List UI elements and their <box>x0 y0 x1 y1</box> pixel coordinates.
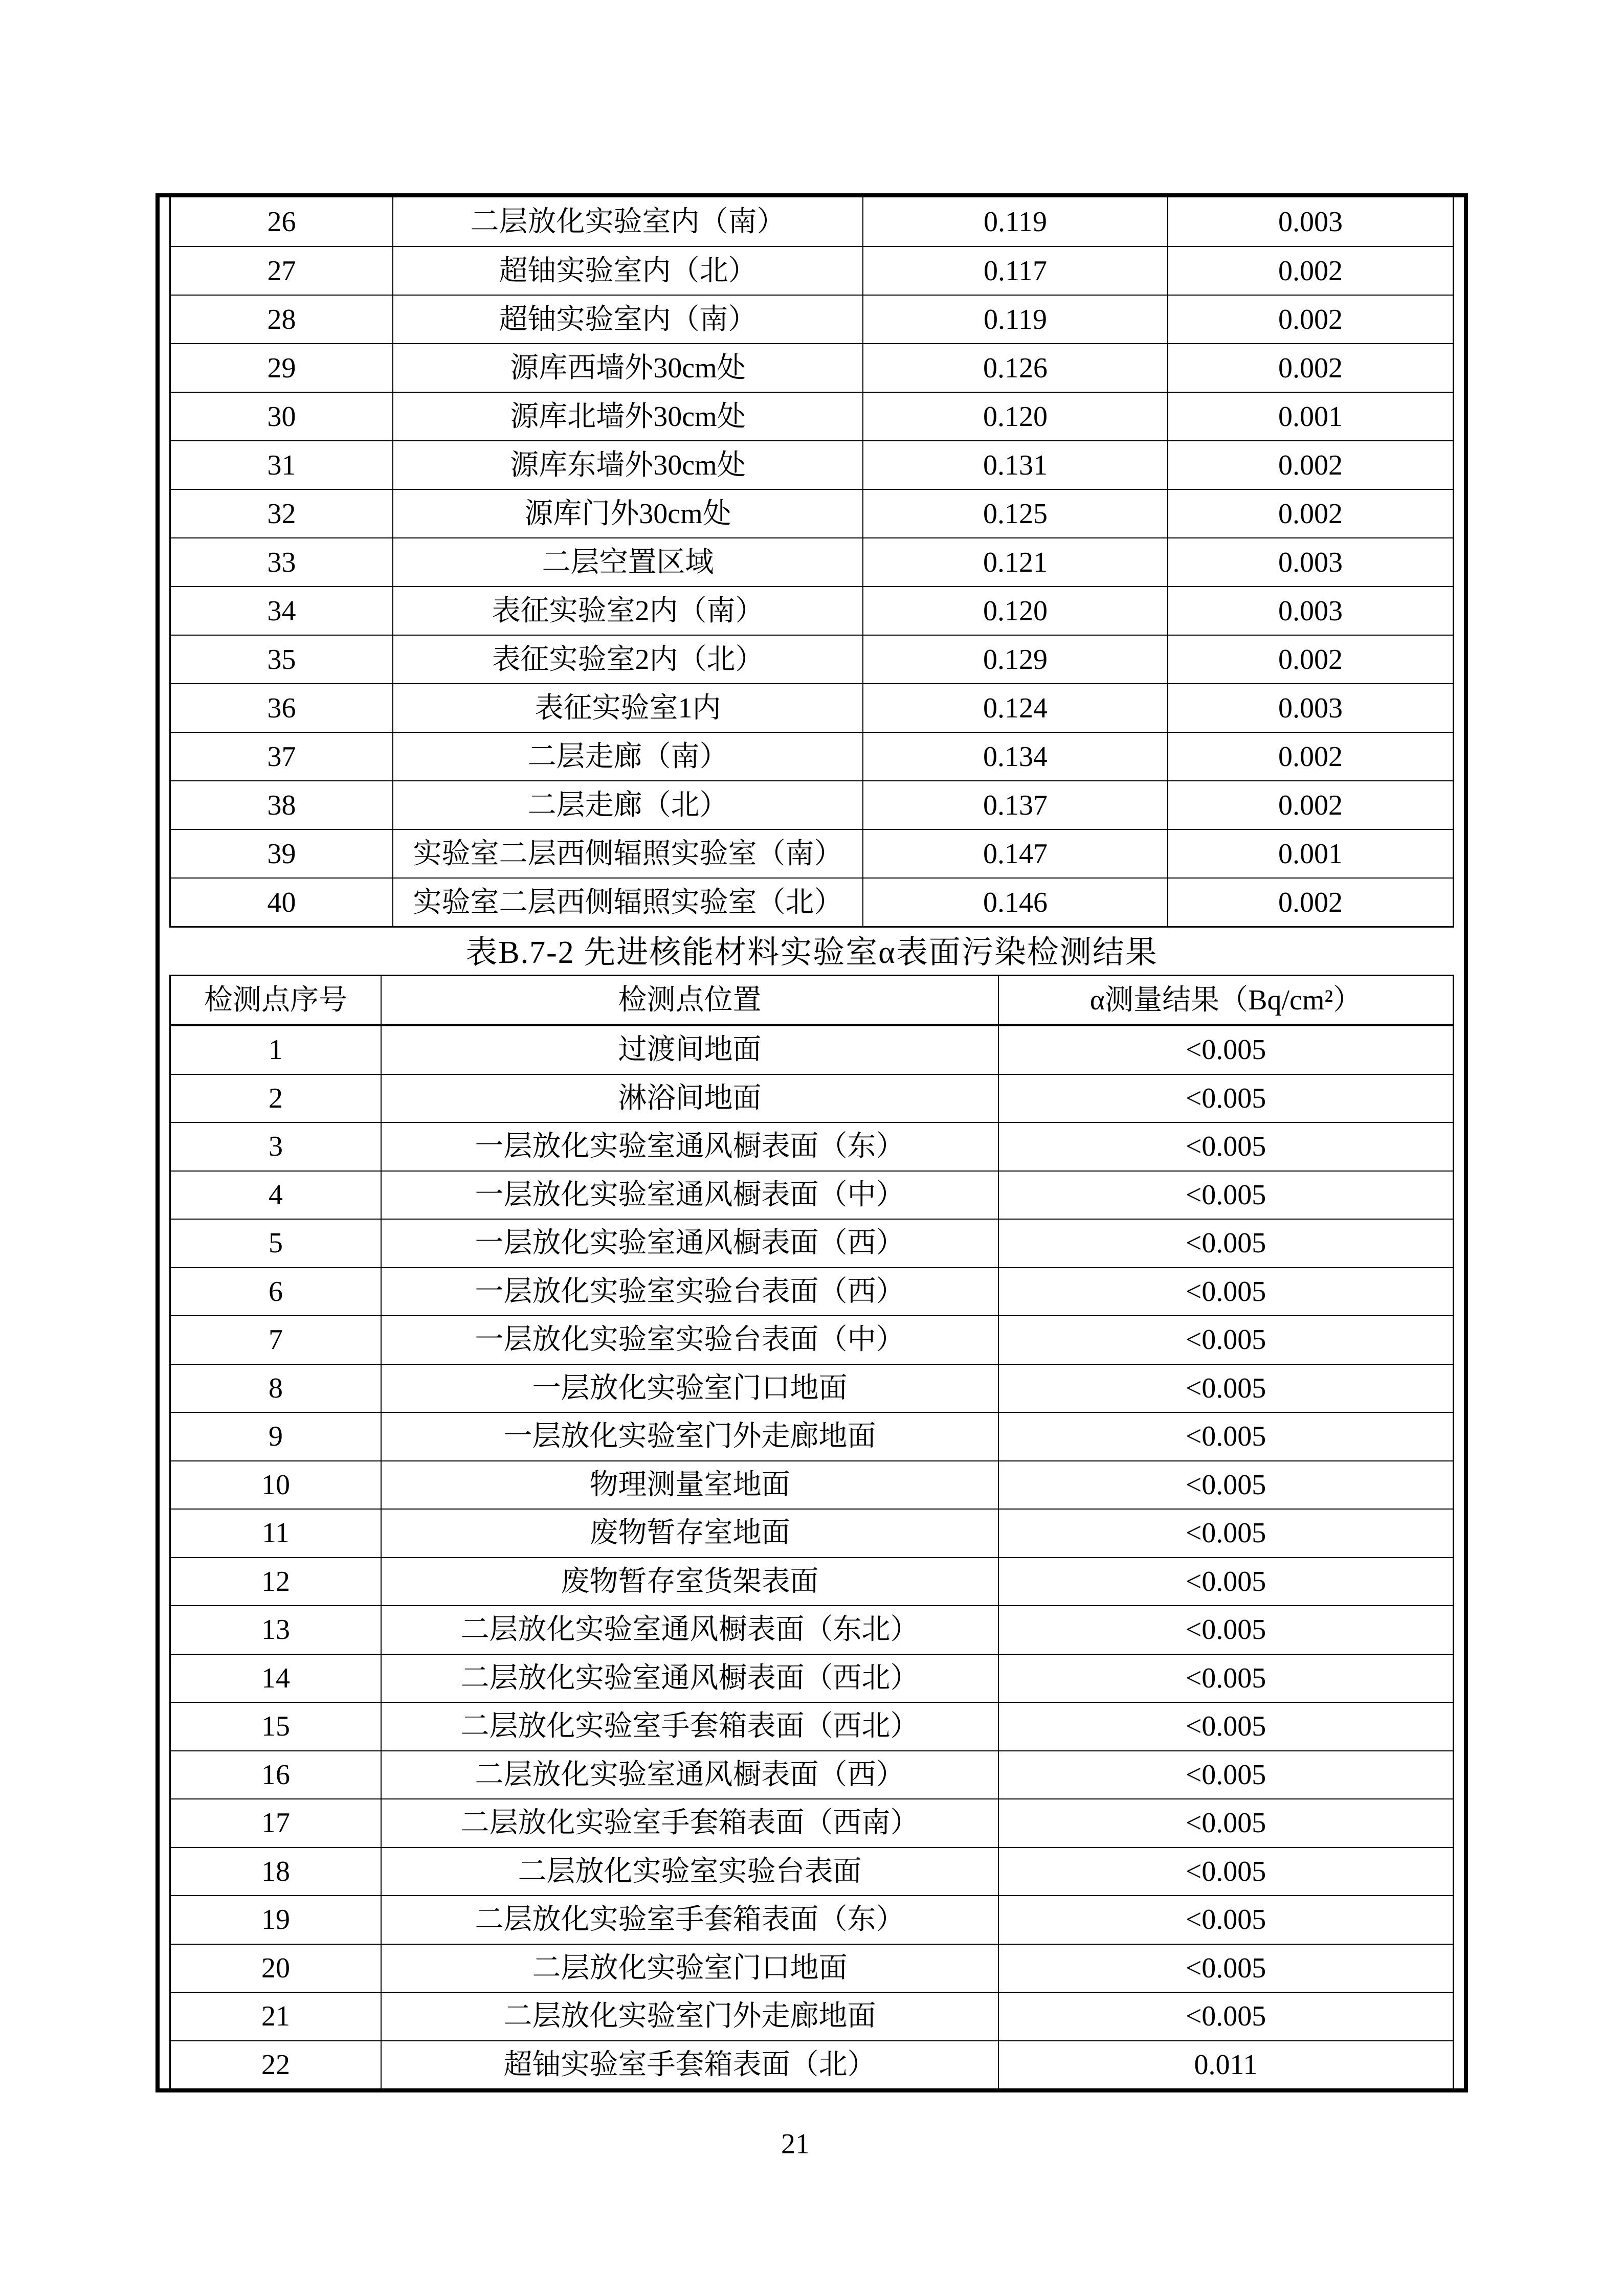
seq-cell: 15 <box>171 1702 382 1750</box>
seq-cell: 10 <box>171 1460 382 1509</box>
result-cell: <0.005 <box>999 1025 1453 1074</box>
location-cell: 一层放化实验室实验台表面（中） <box>382 1315 999 1364</box>
location-cell: 一层放化实验室门外走廊地面 <box>382 1412 999 1460</box>
result-cell: <0.005 <box>999 1847 1453 1896</box>
seq-cell: 5 <box>171 1219 382 1267</box>
result-cell: <0.005 <box>999 1412 1453 1460</box>
table-row <box>171 1025 1453 1074</box>
uncertainty-cell: 0.003 <box>1278 206 1343 238</box>
location-cell: 二层放化实验室实验台表面 <box>382 1847 999 1896</box>
table-row <box>171 732 1453 780</box>
seq-cell: 35 <box>171 635 393 683</box>
result-cell: 0.117 <box>863 246 1168 295</box>
result-cell: <0.005 <box>999 1798 1453 1847</box>
result-cell: <0.005 <box>999 1267 1453 1316</box>
table-row <box>171 1122 1453 1170</box>
table-row <box>171 1702 1453 1750</box>
table-row <box>171 683 1453 732</box>
result-cell: <0.005 <box>999 1122 1453 1170</box>
location-cell: 一层放化实验室门口地面 <box>382 1364 999 1412</box>
table-row <box>171 1944 1453 1992</box>
seq-cell: 28 <box>171 295 393 343</box>
location-cell: 废物暂存室地面 <box>382 1509 999 1557</box>
seq-cell: 12 <box>171 1557 382 1606</box>
result-cell: 0.147 <box>863 829 1168 877</box>
table-row <box>171 246 1453 295</box>
table-row <box>171 392 1453 440</box>
table-header-row <box>171 976 1453 1025</box>
seq-cell: 37 <box>171 732 393 780</box>
seq-cell: 31 <box>171 440 393 489</box>
result-cell: 0.126 <box>863 343 1168 392</box>
seq-cell: 29 <box>171 343 393 392</box>
seq-cell: 21 <box>171 1992 382 2040</box>
location-cell: 表征实验室2内（南） <box>393 586 863 635</box>
seq-cell: 38 <box>171 780 393 829</box>
result-cell: <0.005 <box>999 1460 1453 1509</box>
location-cell: 二层放化实验室内（南） <box>393 197 863 246</box>
uncertainty-cell: 0.003 <box>1168 683 1453 732</box>
table-row <box>171 635 1453 683</box>
location-cell: 二层放化实验室门外走廊地面 <box>382 1992 999 2040</box>
gamma-dose-table <box>169 196 1454 928</box>
header-result: α测量结果（Bq/cm²） <box>999 976 1453 1025</box>
location-cell: 源库东墙外30cm处 <box>393 440 863 489</box>
location-cell: 源库门外30cm处 <box>393 489 863 537</box>
result-cell: 0.134 <box>863 732 1168 780</box>
seq-cell: 8 <box>171 1364 382 1412</box>
uncertainty-cell: 0.002 <box>1168 635 1453 683</box>
uncertainty-cell: 0.001 <box>1168 392 1453 440</box>
location-cell: 二层放化实验室手套箱表面（东） <box>382 1895 999 1944</box>
table-row <box>171 780 1453 829</box>
result-cell: <0.005 <box>999 1509 1453 1557</box>
table-row <box>171 1074 1453 1122</box>
table-row <box>171 1170 1453 1219</box>
location-cell: 二层放化实验室门口地面 <box>382 1944 999 1992</box>
table-row <box>171 1557 1453 1606</box>
table-row <box>171 1460 1453 1509</box>
seq-cell: 40 <box>171 877 393 926</box>
location-cell: 一层放化实验室通风橱表面（中） <box>382 1170 999 1219</box>
location-cell: 废物暂存室货架表面 <box>382 1557 999 1606</box>
alpha-contamination-table <box>169 975 1454 2090</box>
seq-cell: 17 <box>171 1798 382 1847</box>
result-cell: <0.005 <box>999 1992 1453 2040</box>
seq-cell: 39 <box>171 829 393 877</box>
result-cell: 0.119 <box>863 295 1168 343</box>
table-row <box>171 1267 1453 1316</box>
location-cell: 物理测量室地面 <box>382 1460 999 1509</box>
result-cell: 0.011 <box>999 2040 1453 2089</box>
seq-cell: 13 <box>171 1605 382 1654</box>
location-cell: 一层放化实验室通风橱表面（西） <box>382 1219 999 1267</box>
location-cell: 一层放化实验室通风橱表面（东） <box>382 1122 999 1170</box>
page-number: 21 <box>781 2128 810 2160</box>
uncertainty-cell: 0.002 <box>1168 440 1453 489</box>
location-cell: 表征实验室2内（北） <box>393 635 863 683</box>
seq-cell: 27 <box>171 246 393 295</box>
result-cell: <0.005 <box>999 1944 1453 1992</box>
seq-cell: 32 <box>171 489 393 537</box>
location-cell: 二层放化实验室通风橱表面（西） <box>382 1750 999 1799</box>
seq-cell: 16 <box>171 1750 382 1799</box>
seq-cell: 30 <box>171 392 393 440</box>
result-cell: 0.120 <box>863 392 1168 440</box>
seq-cell: 33 <box>171 537 393 586</box>
table-row <box>171 197 1453 246</box>
seq-cell: 6 <box>171 1267 382 1316</box>
location-cell: 二层放化实验室通风橱表面（西北） <box>382 1654 999 1702</box>
location-cell: 二层走廊（南） <box>393 732 863 780</box>
table-row <box>171 489 1453 537</box>
uncertainty-cell: 0.002 <box>1168 877 1453 926</box>
table-row <box>171 537 1453 586</box>
result-cell: 0.125 <box>863 489 1168 537</box>
result-cell: <0.005 <box>999 1605 1453 1654</box>
table-row <box>171 1798 1453 1847</box>
result-cell: <0.005 <box>999 1315 1453 1364</box>
table-title: 表B.7-2 先进核能材料实验室α表面污染检测结果 <box>465 935 1158 970</box>
uncertainty-cell: 0.002 <box>1168 246 1453 295</box>
result-cell: <0.005 <box>999 1557 1453 1606</box>
table-row <box>171 1412 1453 1460</box>
table-row <box>171 1895 1453 1944</box>
location-cell: 超铀实验室手套箱表面（北） <box>382 2040 999 2089</box>
result-cell: 0.119 <box>863 197 1168 246</box>
result-cell: 0.121 <box>863 537 1168 586</box>
table-row <box>171 586 1453 635</box>
result-cell: <0.005 <box>999 1074 1453 1122</box>
seq-cell: 1 <box>171 1025 382 1074</box>
location-cell: 二层空置区域 <box>393 537 863 586</box>
result-cell: <0.005 <box>999 1170 1453 1219</box>
header-location: 检测点位置 <box>382 976 999 1025</box>
seq-cell: 20 <box>171 1944 382 1992</box>
table-row <box>171 1992 1453 2040</box>
table-row <box>171 295 1453 343</box>
result-cell: 0.137 <box>863 780 1168 829</box>
uncertainty-cell: 0.002 <box>1168 489 1453 537</box>
table-row <box>171 1847 1453 1896</box>
seq-cell: 14 <box>171 1654 382 1702</box>
uncertainty-cell: 0.002 <box>1168 732 1453 780</box>
table-row <box>171 2040 1453 2089</box>
result-cell: <0.005 <box>999 1702 1453 1750</box>
location-cell: 源库西墙外30cm处 <box>393 343 863 392</box>
table-row <box>171 1750 1453 1799</box>
result-cell: 0.120 <box>863 586 1168 635</box>
result-cell: 0.131 <box>863 440 1168 489</box>
result-cell: 0.129 <box>863 635 1168 683</box>
uncertainty-cell: 0.002 <box>1168 343 1453 392</box>
seq-cell: 34 <box>171 586 393 635</box>
uncertainty-cell: 0.001 <box>1168 829 1453 877</box>
location-cell: 一层放化实验室实验台表面（西） <box>382 1267 999 1316</box>
uncertainty-cell: 0.002 <box>1168 295 1453 343</box>
location-cell: 源库北墙外30cm处 <box>393 392 863 440</box>
location-cell: 实验室二层西侧辐照实验室（北） <box>393 877 863 926</box>
seq-cell: 7 <box>171 1315 382 1364</box>
table-row <box>171 1605 1453 1654</box>
seq-cell: 9 <box>171 1412 382 1460</box>
table-row <box>171 1654 1453 1702</box>
location-cell: 二层放化实验室手套箱表面（西北） <box>382 1702 999 1750</box>
location-cell: 二层走廊（北） <box>393 780 863 829</box>
table-row <box>171 343 1453 392</box>
location-cell: 表征实验室1内 <box>393 683 863 732</box>
result-cell: <0.005 <box>999 1750 1453 1799</box>
seq-cell: 18 <box>171 1847 382 1896</box>
table-row <box>171 877 1453 926</box>
seq-cell: 19 <box>171 1895 382 1944</box>
seq-cell: 4 <box>171 1170 382 1219</box>
location-cell: 过渡间地面 <box>382 1025 999 1074</box>
seq-cell: 26 <box>171 197 393 246</box>
table-row <box>171 1315 1453 1364</box>
table-row <box>171 1364 1453 1412</box>
seq-cell: 2 <box>171 1074 382 1122</box>
location-cell: 超铀实验室内（北） <box>393 246 863 295</box>
seq-cell: 11 <box>171 1509 382 1557</box>
result-cell: 0.146 <box>863 877 1168 926</box>
table-row <box>171 440 1453 489</box>
seq-cell: 22 <box>171 2040 382 2089</box>
result-cell: 0.124 <box>863 683 1168 732</box>
location-cell: 二层放化实验室手套箱表面（西南） <box>382 1798 999 1847</box>
location-cell: 实验室二层西侧辐照实验室（南） <box>393 829 863 877</box>
location-cell: 淋浴间地面 <box>382 1074 999 1122</box>
seq-cell: 36 <box>171 683 393 732</box>
result-cell: <0.005 <box>999 1895 1453 1944</box>
table-row <box>171 1219 1453 1267</box>
result-cell: <0.005 <box>999 1654 1453 1702</box>
table-row <box>171 1509 1453 1557</box>
header-seq: 检测点序号 <box>171 976 382 1025</box>
seq-cell: 3 <box>171 1122 382 1170</box>
location-cell: 超铀实验室内（南） <box>393 295 863 343</box>
result-cell: <0.005 <box>999 1219 1453 1267</box>
uncertainty-cell: 0.003 <box>1168 537 1453 586</box>
location-cell: 二层放化实验室通风橱表面（东北） <box>382 1605 999 1654</box>
table-row <box>171 829 1453 877</box>
uncertainty-cell: 0.003 <box>1168 586 1453 635</box>
result-cell: <0.005 <box>999 1364 1453 1412</box>
uncertainty-cell: 0.002 <box>1168 780 1453 829</box>
